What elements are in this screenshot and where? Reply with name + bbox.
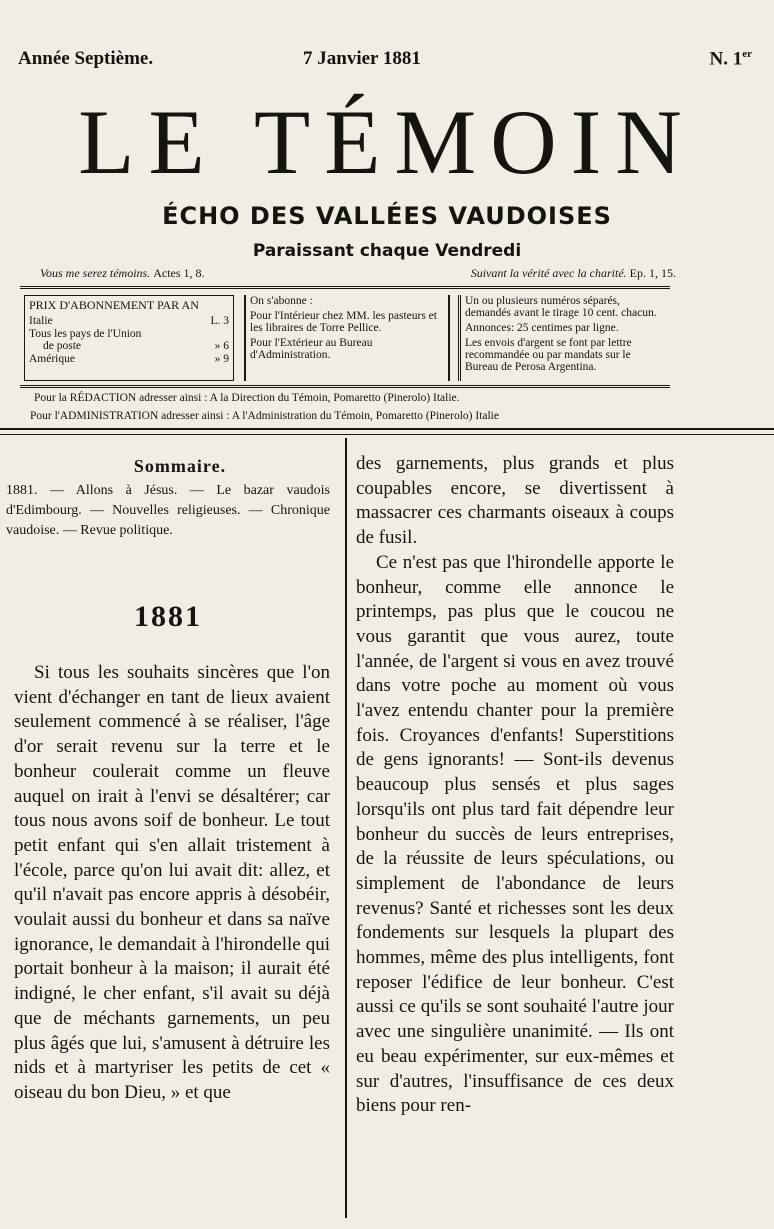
subscription-notes <box>458 295 670 381</box>
publication-frequency: Paraissant chaque Vendredi <box>252 241 522 261</box>
price-row: Italie L. 3 <box>29 315 229 327</box>
issue-year: Année Septième. <box>18 48 154 69</box>
right-column-continuation: des garnements, plus grands et plus coupables encore, se divertissent à massacrer ces charmants oiseaux à coups de fusil. <box>356 453 674 549</box>
sommaire-text: 1881. — Allons à Jésus. — Le bazar vaudois d'Edimbourg. — Nouvelles religieuses. — Chronique vaudoise. — Revue politique. <box>6 483 330 538</box>
article-right-column <box>356 452 674 1119</box>
issue-info-line <box>18 48 760 78</box>
epigraph-left: Vous me serez témoins. Actes 1, 8. <box>40 266 205 280</box>
header-rule <box>0 428 774 430</box>
where-interior: Pour l'Intérieur chez MM. les pasteurs et les libraires de Torre Pellice. <box>250 310 437 334</box>
header-rule-thin <box>0 434 774 435</box>
price-row: Tous les pays de l'Union <box>29 327 142 340</box>
epigraph-right: Suivant la vérité avec la charité. Ep. 1, 15. <box>470 266 676 280</box>
masthead-title: LE TÉMOIN <box>78 91 696 193</box>
subscription-prices <box>24 295 234 381</box>
right-column-paragraph: Ce n'est pas que l'hirondelle apporte le bonheur, comme elle annonce le printemps, pas plus que le coucou ne vous garantit que vous aurez, toute l'année, de l'argent si vous en avez trouvé dans votre poche au moment où vous l'avez entendu chanter pour la première fois. Croyances d'enfants! Superstitions de gens ignorants! — Sont-ils devenus beaucoup plus sensés et plus sages lorsqu'ils ont plus tard fait dépendre leur bonheur du succès de leurs entreprises, de la réussite de leurs spéculations, ou simplement de l'abondance de leurs revenus? Santé et richesses sont les deux fondements sur lesquels la plupart des hommes, même des plus intelligents, font reposer l'édifice de leur bonheur. C'est aussi ce qu'ils se sont souhaité l'autre jour avec une singulière unanimité. — Ils ont eu beau expérimenter, sur eux-mêmes et sur d'autres, l'insuffisance de ces deux biens pour ren- <box>356 551 674 1117</box>
article-title: 1881 <box>134 600 202 633</box>
masthead-subtitle: ÉCHO DES VALLÉES VAUDOISES <box>162 202 612 230</box>
price-row: de poste » 6 <box>43 340 229 352</box>
subscription-where <box>244 295 450 381</box>
where-exterior: Pour l'Extérieur au Bureau d'Administration. <box>250 337 373 361</box>
annonces-note: Annonces: 25 centimes par ligne. <box>465 322 619 334</box>
price-row: Amérique » 9 <box>29 352 229 365</box>
sommaire-title: Sommaire. <box>133 456 227 476</box>
issue-date: 7 Janvier 1881 <box>303 48 421 69</box>
where-title: On s'abonne : <box>250 295 313 307</box>
redaction-address: Pour la RÉDACTION adresser ainsi : A la Direction du Témoin, Pomaretto (Pinerolo) Italie. <box>34 392 460 404</box>
article-left-column: Si tous les souhaits sincères que l'on vient d'échanger en tant de lieux avaient seulement commencé à se réaliser, l'âge d'or serait revenu sur la terre et le bonheur coulerait comme un fleuve auquel on irait à l'envi se désaltérer; car tous nous avons soif de bonheur. Le tout petit enfant qui s'en allait tristement à l'école, parce qu'on lui avait dit: allez, et qu'il n'avait pas encore appris à désobéir, voulait aussi du bonheur et dans sa naïve ignorance, le demandait à l'hirondelle qui portait bonheur à la maison; il aurait été indigné, le cher enfant, s'il avait su déjà que de méchants garnements, un peu plus âgés que lui, s'amusent à détruire les nids et à martyriser les petits de cet « oiseau du bon Dieu, » et que <box>14 662 330 1103</box>
subscription-box <box>20 286 670 388</box>
envois-note: Les envois d'argent se font par lettre recommandée ou par mandats sur le Bureau de Perosa Argentina. <box>465 337 632 373</box>
prices-title: PRIX D'ABONNEMENT PAR AN <box>29 298 199 312</box>
single-numbers-note: Un ou plusieurs numéros séparés, demandés avant le tirage 10 cent. chacun. <box>465 295 657 319</box>
administration-address: Pour l'ADMINISTRATION adresser ainsi : A l'Administration du Témoin, Pomaretto (Pinerolo) Italie <box>30 410 499 422</box>
column-divider <box>345 438 347 1218</box>
issue-number: N. 1er <box>709 48 752 70</box>
sommaire-section <box>6 456 330 541</box>
